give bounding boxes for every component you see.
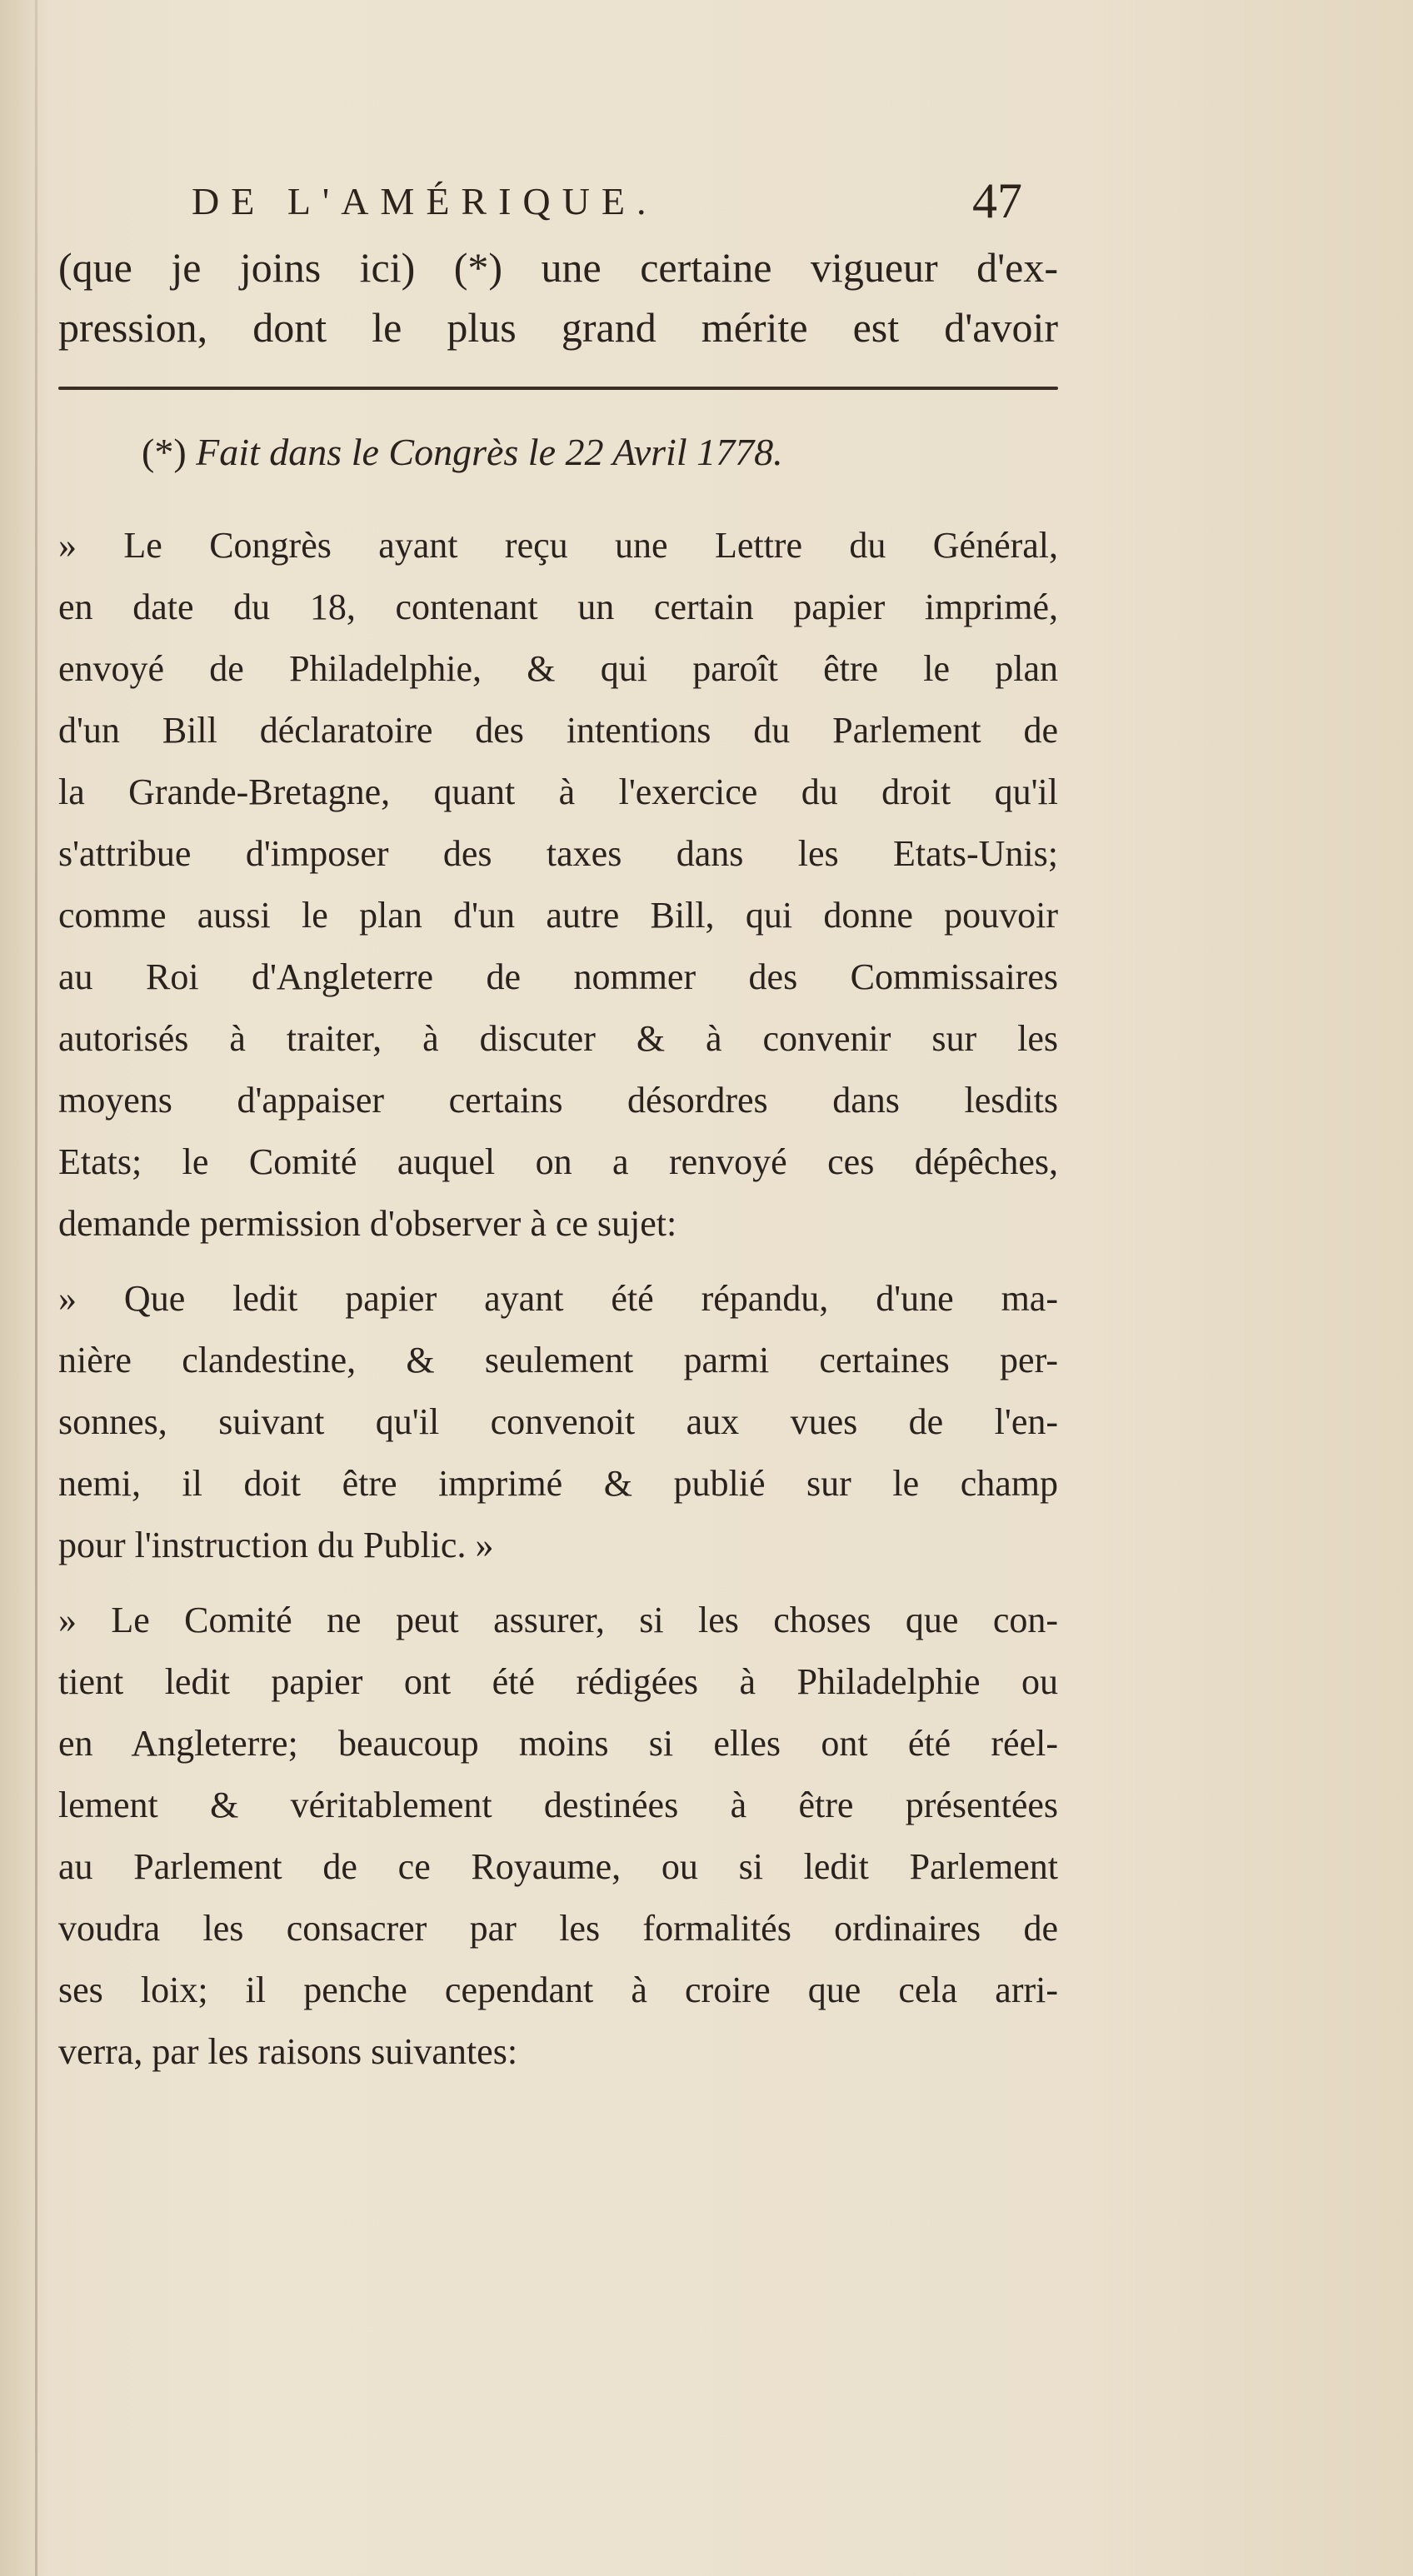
footnote-line: la Grande-Bretagne, quant à l'exercice du droit qu'il [58, 771, 1058, 812]
footnote-line: autorisés à traiter, à discuter & à convenir sur les [58, 1018, 1058, 1059]
footnote-line: sonnes, suivant qu'il convenoit aux vues de l'en- [58, 1401, 1058, 1442]
footnote-line: au Parlement de ce Royaume, ou si ledit Parlement [58, 1846, 1058, 1887]
footnote-line: nière clandestine, & seulement parmi certaines per- [58, 1340, 1058, 1380]
body-line: pression, dont le plus grand mérite est d'avoir [58, 304, 1058, 351]
paragraph-gap [58, 1255, 1058, 1268]
footnote-paragraph [58, 1268, 1058, 1576]
footnote-line: » Le Comité ne peut assurer, si les choses que con- [58, 1600, 1058, 1640]
footnote-line: envoyé de Philadelphie, & qui paroît être le plan [58, 648, 1058, 689]
footnote-marker: (*) [142, 431, 187, 473]
footnote-line: d'un Bill déclaratoire des intentions du Parlement de [58, 710, 1058, 751]
footnote-line: » Le Congrès ayant reçu une Lettre du Général, [58, 525, 1058, 566]
footnote-line: voudra les consacrer par les formalités ordinaires de [58, 1908, 1058, 1949]
page-number: 47 [972, 173, 1022, 228]
footnote-title-text: Fait dans le Congrès le 22 Avril 1778. [196, 431, 783, 473]
footnote-rule [58, 387, 1058, 390]
page-text-block [58, 162, 1058, 2083]
page-gutter [35, 0, 37, 2576]
footnote-line: pour l'instruction du Public. » [58, 1525, 494, 1565]
footnote [58, 423, 1058, 2083]
body-text [58, 237, 1058, 357]
footnote-line: ses loix; il penche cependant à croire que cela arri- [58, 1969, 1058, 2010]
footnote-line: moyens d'appaiser certains désordres dans lesdits [58, 1080, 1058, 1121]
footnote-line: en Angleterre; beaucoup moins si elles ont été réel- [58, 1723, 1058, 1764]
paragraph-gap [58, 1576, 1058, 1590]
footnote-line: Etats; le Comité auquel on a renvoyé ces dépêches, [58, 1141, 1058, 1182]
footnote-line: tient ledit papier ont été rédigées à Philadelphie ou [58, 1661, 1058, 1702]
footnote-title [142, 423, 1058, 482]
footnote-line: au Roi d'Angleterre de nommer des Commissaires [58, 956, 1058, 997]
footnote-line: » Que ledit papier ayant été répandu, d'une ma- [58, 1278, 1058, 1319]
footnote-line: lement & véritablement destinées à être présentées [58, 1785, 1058, 1825]
body-line: (que je joins ici) (*) une certaine vigueur d'ex- [58, 244, 1058, 291]
footnote-line: verra, par les raisons suivantes: [58, 2031, 518, 2072]
page-header [58, 162, 1058, 237]
footnote-line: demande permission d'observer à ce sujet: [58, 1203, 677, 1244]
running-head: DE L'AMÉRIQUE. [192, 180, 658, 222]
footnote-line: comme aussi le plan d'un autre Bill, qui donne pouvoir [58, 895, 1058, 936]
footnote-paragraph [58, 1590, 1058, 2083]
footnote-line: nemi, il doit être imprimé & publié sur le champ [58, 1463, 1058, 1504]
footnote-paragraph [58, 515, 1058, 1255]
footnote-line: s'attribue d'imposer des taxes dans les Etats-Unis; [58, 833, 1058, 874]
footnote-line: en date du 18, contenant un certain papier imprimé, [58, 587, 1058, 627]
